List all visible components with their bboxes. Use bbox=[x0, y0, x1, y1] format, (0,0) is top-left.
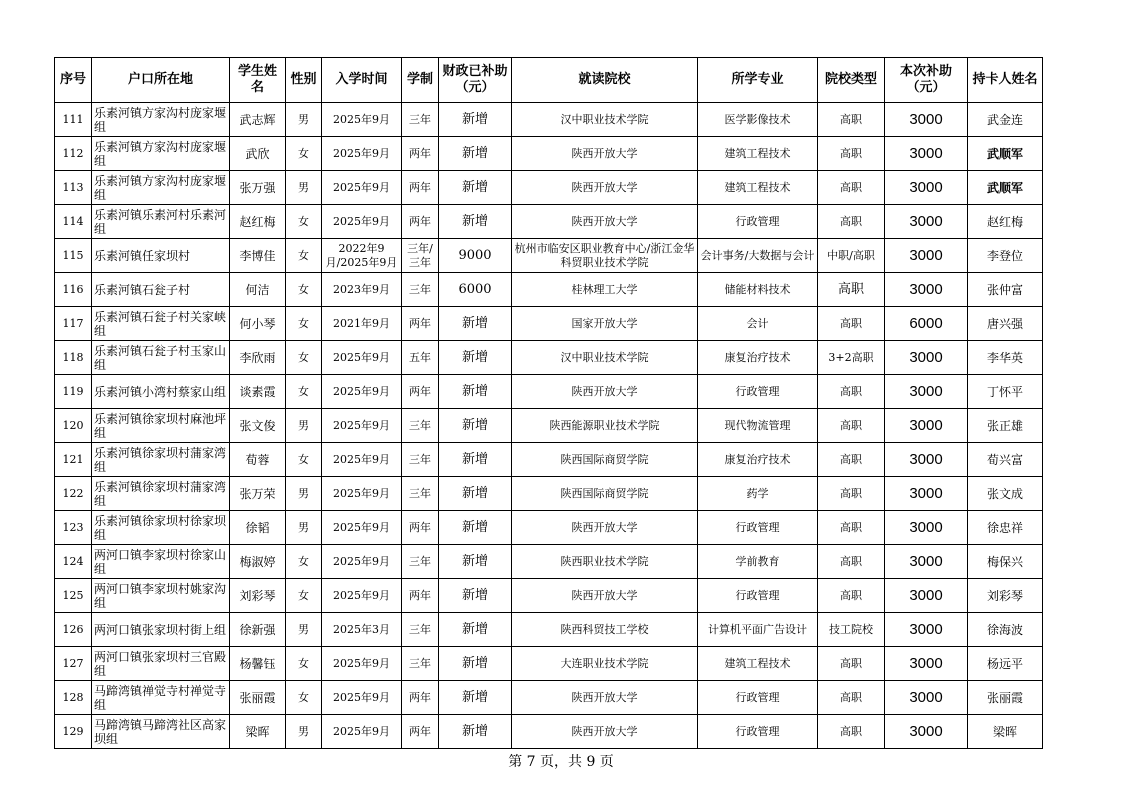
row-number-cell: 129 bbox=[55, 715, 92, 749]
current-subsidy-cell: 6000 bbox=[885, 307, 968, 341]
table-row bbox=[55, 545, 1043, 579]
current-subsidy-cell: 3000 bbox=[885, 715, 968, 749]
prior-subsidy-cell: 新增 bbox=[439, 443, 512, 477]
study-length-cell: 两年 bbox=[402, 171, 439, 205]
row-number-cell: 123 bbox=[55, 511, 92, 545]
cardholder-name-cell: 杨远平 bbox=[968, 647, 1043, 681]
row-number-cell: 127 bbox=[55, 647, 92, 681]
table-row bbox=[55, 443, 1043, 477]
household-location-cell: 乐素河镇小湾村蔡家山组 bbox=[92, 375, 230, 409]
cardholder-name-cell: 荀兴富 bbox=[968, 443, 1043, 477]
table-row bbox=[55, 205, 1043, 239]
household-location-cell: 乐素河镇方家沟村庞家堰组 bbox=[92, 171, 230, 205]
study-length-cell: 两年 bbox=[402, 205, 439, 239]
enrollment-date-cell: 2025年9月 bbox=[322, 375, 402, 409]
school-name-cell: 杭州市临安区职业教育中心/浙江金华科贸职业技术学院 bbox=[512, 239, 698, 273]
prior-subsidy-cell: 新增 bbox=[439, 341, 512, 375]
enrollment-date-cell: 2025年9月 bbox=[322, 409, 402, 443]
row-number-cell: 111 bbox=[55, 103, 92, 137]
row-number-cell: 114 bbox=[55, 205, 92, 239]
current-subsidy-cell: 3000 bbox=[885, 477, 968, 511]
school-type-cell: 高职 bbox=[818, 715, 885, 749]
row-number-cell: 122 bbox=[55, 477, 92, 511]
header-cell: 序号 bbox=[55, 58, 92, 103]
cardholder-name-cell: 赵红梅 bbox=[968, 205, 1043, 239]
current-subsidy-cell: 3000 bbox=[885, 103, 968, 137]
current-subsidy-cell: 3000 bbox=[885, 375, 968, 409]
current-subsidy-cell: 3000 bbox=[885, 205, 968, 239]
school-name-cell: 陕西能源职业技术学院 bbox=[512, 409, 698, 443]
study-length-cell: 两年 bbox=[402, 375, 439, 409]
student-name-cell: 何小琴 bbox=[230, 307, 286, 341]
cardholder-name-cell: 梅保兴 bbox=[968, 545, 1043, 579]
study-length-cell: 三年 bbox=[402, 613, 439, 647]
prior-subsidy-cell: 新增 bbox=[439, 579, 512, 613]
major-cell: 会计 bbox=[698, 307, 818, 341]
prior-subsidy-cell: 新增 bbox=[439, 137, 512, 171]
prior-subsidy-cell: 新增 bbox=[439, 205, 512, 239]
study-length-cell: 两年 bbox=[402, 137, 439, 171]
table-row bbox=[55, 647, 1043, 681]
student-name-cell: 徐韬 bbox=[230, 511, 286, 545]
gender-cell: 女 bbox=[286, 205, 322, 239]
current-subsidy-cell: 3000 bbox=[885, 341, 968, 375]
study-length-cell: 两年 bbox=[402, 579, 439, 613]
school-type-cell: 高职 bbox=[818, 681, 885, 715]
household-location-cell: 乐素河镇石瓮子村关家峡组 bbox=[92, 307, 230, 341]
table-row bbox=[55, 137, 1043, 171]
household-location-cell: 乐素河镇石瓮子村玉家山组 bbox=[92, 341, 230, 375]
enrollment-date-cell: 2025年9月 bbox=[322, 341, 402, 375]
household-location-cell: 乐素河镇石瓮子村 bbox=[92, 273, 230, 307]
study-length-cell: 三年 bbox=[402, 545, 439, 579]
school-type-cell: 高职 bbox=[818, 273, 885, 307]
school-type-cell: 高职 bbox=[818, 545, 885, 579]
enrollment-date-cell: 2025年9月 bbox=[322, 715, 402, 749]
page-footer: 第 7 页，共 9 页 bbox=[508, 754, 614, 770]
table-row bbox=[55, 307, 1043, 341]
current-subsidy-cell: 3000 bbox=[885, 409, 968, 443]
prior-subsidy-cell: 新增 bbox=[439, 375, 512, 409]
subsidy-table bbox=[54, 57, 1043, 749]
prior-subsidy-cell: 新增 bbox=[439, 307, 512, 341]
enrollment-date-cell: 2025年9月 bbox=[322, 681, 402, 715]
current-subsidy-cell: 3000 bbox=[885, 273, 968, 307]
header-cell: 学制 bbox=[402, 58, 439, 103]
student-name-cell: 张丽霞 bbox=[230, 681, 286, 715]
school-type-cell: 高职 bbox=[818, 103, 885, 137]
household-location-cell: 乐素河镇方家沟村庞家堰组 bbox=[92, 137, 230, 171]
gender-cell: 男 bbox=[286, 477, 322, 511]
gender-cell: 男 bbox=[286, 103, 322, 137]
school-type-cell: 技工院校 bbox=[818, 613, 885, 647]
school-name-cell: 大连职业技术学院 bbox=[512, 647, 698, 681]
prior-subsidy-cell: 新增 bbox=[439, 647, 512, 681]
cardholder-name-cell: 张丽霞 bbox=[968, 681, 1043, 715]
enrollment-date-cell: 2025年9月 bbox=[322, 443, 402, 477]
school-name-cell: 桂林理工大学 bbox=[512, 273, 698, 307]
school-type-cell: 高职 bbox=[818, 477, 885, 511]
enrollment-date-cell: 2025年9月 bbox=[322, 103, 402, 137]
row-number-cell: 115 bbox=[55, 239, 92, 273]
major-cell: 行政管理 bbox=[698, 375, 818, 409]
school-type-cell: 高职 bbox=[818, 409, 885, 443]
table-row bbox=[55, 273, 1043, 307]
school-type-cell: 中职/高职 bbox=[818, 239, 885, 273]
cardholder-name-cell: 丁怀平 bbox=[968, 375, 1043, 409]
cardholder-name-cell: 李华英 bbox=[968, 341, 1043, 375]
student-name-cell: 杨馨钰 bbox=[230, 647, 286, 681]
major-cell: 行政管理 bbox=[698, 579, 818, 613]
major-cell: 行政管理 bbox=[698, 205, 818, 239]
current-subsidy-cell: 3000 bbox=[885, 681, 968, 715]
major-cell: 建筑工程技术 bbox=[698, 171, 818, 205]
header-cell: 本次补助（元） bbox=[885, 58, 968, 103]
current-subsidy-cell: 3000 bbox=[885, 239, 968, 273]
cardholder-name-cell: 徐忠祥 bbox=[968, 511, 1043, 545]
household-location-cell: 两河口镇张家坝村三官殿组 bbox=[92, 647, 230, 681]
gender-cell: 女 bbox=[286, 375, 322, 409]
cardholder-name-cell: 梁晖 bbox=[968, 715, 1043, 749]
school-name-cell: 汉中职业技术学院 bbox=[512, 341, 698, 375]
school-name-cell: 陕西开放大学 bbox=[512, 681, 698, 715]
header-cell: 所学专业 bbox=[698, 58, 818, 103]
prior-subsidy-cell: 新增 bbox=[439, 545, 512, 579]
school-name-cell: 陕西科贸技工学校 bbox=[512, 613, 698, 647]
gender-cell: 女 bbox=[286, 273, 322, 307]
household-location-cell: 马蹄湾镇禅觉寺村禅觉寺组 bbox=[92, 681, 230, 715]
school-type-cell: 高职 bbox=[818, 171, 885, 205]
gender-cell: 女 bbox=[286, 647, 322, 681]
gender-cell: 女 bbox=[286, 341, 322, 375]
header-row bbox=[55, 58, 1043, 103]
row-number-cell: 120 bbox=[55, 409, 92, 443]
student-name-cell: 武志辉 bbox=[230, 103, 286, 137]
table-row bbox=[55, 409, 1043, 443]
current-subsidy-cell: 3000 bbox=[885, 579, 968, 613]
gender-cell: 男 bbox=[286, 171, 322, 205]
cardholder-name-cell: 刘彩琴 bbox=[968, 579, 1043, 613]
school-type-cell: 高职 bbox=[818, 579, 885, 613]
table-row bbox=[55, 715, 1043, 749]
enrollment-date-cell: 2022年9月/2025年9月 bbox=[322, 239, 402, 273]
school-name-cell: 陕西开放大学 bbox=[512, 715, 698, 749]
school-name-cell: 国家开放大学 bbox=[512, 307, 698, 341]
cardholder-name-cell: 李登位 bbox=[968, 239, 1043, 273]
gender-cell: 女 bbox=[286, 307, 322, 341]
student-name-cell: 张文俊 bbox=[230, 409, 286, 443]
prior-subsidy-cell: 新增 bbox=[439, 715, 512, 749]
major-cell: 行政管理 bbox=[698, 681, 818, 715]
study-length-cell: 两年 bbox=[402, 307, 439, 341]
table-row bbox=[55, 681, 1043, 715]
school-name-cell: 陕西国际商贸学院 bbox=[512, 443, 698, 477]
student-name-cell: 梁晖 bbox=[230, 715, 286, 749]
enrollment-date-cell: 2025年3月 bbox=[322, 613, 402, 647]
header-cell: 财政已补助（元） bbox=[439, 58, 512, 103]
major-cell: 现代物流管理 bbox=[698, 409, 818, 443]
gender-cell: 女 bbox=[286, 239, 322, 273]
study-length-cell: 三年 bbox=[402, 103, 439, 137]
school-type-cell: 高职 bbox=[818, 137, 885, 171]
student-name-cell: 张万荣 bbox=[230, 477, 286, 511]
header-cell: 就读院校 bbox=[512, 58, 698, 103]
enrollment-date-cell: 2023年9月 bbox=[322, 273, 402, 307]
row-number-cell: 119 bbox=[55, 375, 92, 409]
row-number-cell: 126 bbox=[55, 613, 92, 647]
enrollment-date-cell: 2025年9月 bbox=[322, 511, 402, 545]
school-type-cell: 高职 bbox=[818, 647, 885, 681]
major-cell: 储能材料技术 bbox=[698, 273, 818, 307]
study-length-cell: 两年 bbox=[402, 511, 439, 545]
major-cell: 药学 bbox=[698, 477, 818, 511]
household-location-cell: 乐素河镇徐家坝村徐家坝组 bbox=[92, 511, 230, 545]
household-location-cell: 乐素河镇徐家坝村麻池坪组 bbox=[92, 409, 230, 443]
student-name-cell: 李欣雨 bbox=[230, 341, 286, 375]
prior-subsidy-cell: 新增 bbox=[439, 613, 512, 647]
enrollment-date-cell: 2025年9月 bbox=[322, 137, 402, 171]
current-subsidy-cell: 3000 bbox=[885, 647, 968, 681]
major-cell: 建筑工程技术 bbox=[698, 647, 818, 681]
school-name-cell: 陕西开放大学 bbox=[512, 375, 698, 409]
household-location-cell: 两河口镇李家坝村徐家山组 bbox=[92, 545, 230, 579]
gender-cell: 男 bbox=[286, 715, 322, 749]
study-length-cell: 三年 bbox=[402, 273, 439, 307]
prior-subsidy-cell: 新增 bbox=[439, 681, 512, 715]
prior-subsidy-cell: 新增 bbox=[439, 103, 512, 137]
cardholder-name-cell: 武金连 bbox=[968, 103, 1043, 137]
major-cell: 学前教育 bbox=[698, 545, 818, 579]
row-number-cell: 124 bbox=[55, 545, 92, 579]
school-name-cell: 陕西国际商贸学院 bbox=[512, 477, 698, 511]
household-location-cell: 乐素河镇乐素河村乐素河组 bbox=[92, 205, 230, 239]
study-length-cell: 两年 bbox=[402, 715, 439, 749]
school-type-cell: 高职 bbox=[818, 511, 885, 545]
household-location-cell: 两河口镇张家坝村街上组 bbox=[92, 613, 230, 647]
current-subsidy-cell: 3000 bbox=[885, 171, 968, 205]
student-name-cell: 赵红梅 bbox=[230, 205, 286, 239]
school-type-cell: 高职 bbox=[818, 307, 885, 341]
major-cell: 行政管理 bbox=[698, 715, 818, 749]
major-cell: 康复治疗技术 bbox=[698, 341, 818, 375]
major-cell: 医学影像技术 bbox=[698, 103, 818, 137]
header-cell: 性别 bbox=[286, 58, 322, 103]
gender-cell: 女 bbox=[286, 443, 322, 477]
header-cell: 入学时间 bbox=[322, 58, 402, 103]
row-number-cell: 117 bbox=[55, 307, 92, 341]
current-subsidy-cell: 3000 bbox=[885, 443, 968, 477]
major-cell: 计算机平面广告设计 bbox=[698, 613, 818, 647]
major-cell: 建筑工程技术 bbox=[698, 137, 818, 171]
gender-cell: 男 bbox=[286, 409, 322, 443]
enrollment-date-cell: 2025年9月 bbox=[322, 647, 402, 681]
enrollment-date-cell: 2025年9月 bbox=[322, 579, 402, 613]
student-name-cell: 谈素霞 bbox=[230, 375, 286, 409]
table-body bbox=[55, 103, 1043, 749]
school-type-cell: 高职 bbox=[818, 443, 885, 477]
header-cell: 院校类型 bbox=[818, 58, 885, 103]
row-number-cell: 125 bbox=[55, 579, 92, 613]
cardholder-name-cell: 张文成 bbox=[968, 477, 1043, 511]
school-name-cell: 汉中职业技术学院 bbox=[512, 103, 698, 137]
student-name-cell: 何洁 bbox=[230, 273, 286, 307]
school-name-cell: 陕西开放大学 bbox=[512, 137, 698, 171]
row-number-cell: 116 bbox=[55, 273, 92, 307]
enrollment-date-cell: 2025年9月 bbox=[322, 477, 402, 511]
cardholder-name-cell: 张仲富 bbox=[968, 273, 1043, 307]
enrollment-date-cell: 2025年9月 bbox=[322, 545, 402, 579]
prior-subsidy-cell: 新增 bbox=[439, 171, 512, 205]
household-location-cell: 乐素河镇徐家坝村蒲家湾组 bbox=[92, 443, 230, 477]
study-length-cell: 三年 bbox=[402, 443, 439, 477]
gender-cell: 男 bbox=[286, 511, 322, 545]
student-name-cell: 张万强 bbox=[230, 171, 286, 205]
enrollment-date-cell: 2021年9月 bbox=[322, 307, 402, 341]
prior-subsidy-cell: 新增 bbox=[439, 477, 512, 511]
current-subsidy-cell: 3000 bbox=[885, 137, 968, 171]
household-location-cell: 马蹄湾镇马蹄湾社区高家坝组 bbox=[92, 715, 230, 749]
study-length-cell: 两年 bbox=[402, 681, 439, 715]
prior-subsidy-cell: 新增 bbox=[439, 511, 512, 545]
gender-cell: 女 bbox=[286, 681, 322, 715]
major-cell: 康复治疗技术 bbox=[698, 443, 818, 477]
row-number-cell: 113 bbox=[55, 171, 92, 205]
school-name-cell: 陕西开放大学 bbox=[512, 511, 698, 545]
major-cell: 会计事务/大数据与会计 bbox=[698, 239, 818, 273]
header-cell: 持卡人姓名 bbox=[968, 58, 1043, 103]
prior-subsidy-cell: 9000 bbox=[439, 239, 512, 273]
household-location-cell: 乐素河镇徐家坝村蒲家湾组 bbox=[92, 477, 230, 511]
student-name-cell: 刘彩琴 bbox=[230, 579, 286, 613]
student-name-cell: 荀蓉 bbox=[230, 443, 286, 477]
gender-cell: 女 bbox=[286, 137, 322, 171]
row-number-cell: 112 bbox=[55, 137, 92, 171]
major-cell: 行政管理 bbox=[698, 511, 818, 545]
household-location-cell: 乐素河镇任家坝村 bbox=[92, 239, 230, 273]
prior-subsidy-cell: 6000 bbox=[439, 273, 512, 307]
table-row bbox=[55, 579, 1043, 613]
table-row bbox=[55, 511, 1043, 545]
table-row bbox=[55, 171, 1043, 205]
enrollment-date-cell: 2025年9月 bbox=[322, 171, 402, 205]
cardholder-name-cell: 武顺军 bbox=[968, 171, 1043, 205]
gender-cell: 女 bbox=[286, 545, 322, 579]
prior-subsidy-cell: 新增 bbox=[439, 409, 512, 443]
household-location-cell: 乐素河镇方家沟村庞家堰组 bbox=[92, 103, 230, 137]
table-row bbox=[55, 341, 1043, 375]
header-cell: 学生姓名 bbox=[230, 58, 286, 103]
school-name-cell: 陕西职业技术学院 bbox=[512, 545, 698, 579]
school-type-cell: 高职 bbox=[818, 205, 885, 239]
header-cell: 户口所在地 bbox=[92, 58, 230, 103]
cardholder-name-cell: 唐兴强 bbox=[968, 307, 1043, 341]
table-row bbox=[55, 477, 1043, 511]
gender-cell: 男 bbox=[286, 613, 322, 647]
table-row bbox=[55, 239, 1043, 273]
study-length-cell: 五年 bbox=[402, 341, 439, 375]
study-length-cell: 三年 bbox=[402, 647, 439, 681]
row-number-cell: 118 bbox=[55, 341, 92, 375]
cardholder-name-cell: 徐海波 bbox=[968, 613, 1043, 647]
table-row bbox=[55, 375, 1043, 409]
household-location-cell: 两河口镇李家坝村姚家沟组 bbox=[92, 579, 230, 613]
school-name-cell: 陕西开放大学 bbox=[512, 579, 698, 613]
row-number-cell: 128 bbox=[55, 681, 92, 715]
study-length-cell: 三年/三年 bbox=[402, 239, 439, 273]
student-name-cell: 武欣 bbox=[230, 137, 286, 171]
school-type-cell: 3+2高职 bbox=[818, 341, 885, 375]
table-row bbox=[55, 103, 1043, 137]
student-name-cell: 梅淑婷 bbox=[230, 545, 286, 579]
student-name-cell: 李博佳 bbox=[230, 239, 286, 273]
gender-cell: 女 bbox=[286, 579, 322, 613]
study-length-cell: 三年 bbox=[402, 477, 439, 511]
row-number-cell: 121 bbox=[55, 443, 92, 477]
school-name-cell: 陕西开放大学 bbox=[512, 171, 698, 205]
current-subsidy-cell: 3000 bbox=[885, 613, 968, 647]
school-type-cell: 高职 bbox=[818, 375, 885, 409]
cardholder-name-cell: 武顺军 bbox=[968, 137, 1043, 171]
enrollment-date-cell: 2025年9月 bbox=[322, 205, 402, 239]
table-row bbox=[55, 613, 1043, 647]
school-name-cell: 陕西开放大学 bbox=[512, 205, 698, 239]
student-name-cell: 徐新强 bbox=[230, 613, 286, 647]
current-subsidy-cell: 3000 bbox=[885, 545, 968, 579]
cardholder-name-cell: 张正雄 bbox=[968, 409, 1043, 443]
current-subsidy-cell: 3000 bbox=[885, 511, 968, 545]
study-length-cell: 三年 bbox=[402, 409, 439, 443]
